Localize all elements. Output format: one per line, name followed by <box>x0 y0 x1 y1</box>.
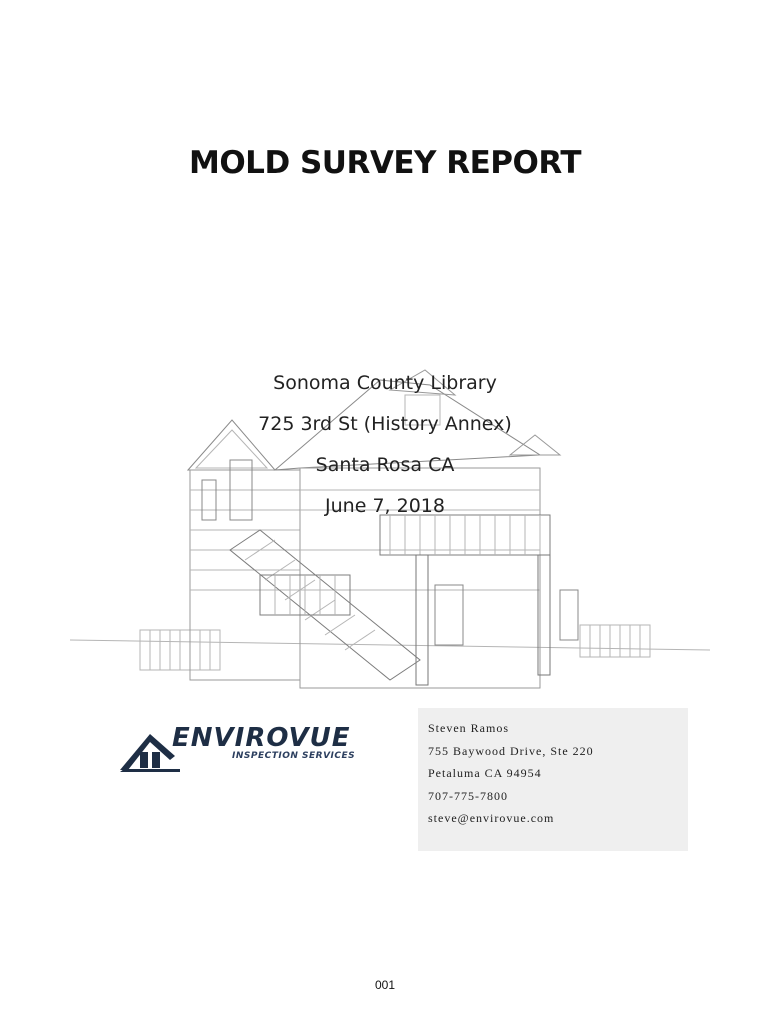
contact-info-box <box>418 708 688 851</box>
contact-city: Petaluma CA 94954 <box>428 766 542 780</box>
contact-name: Steven Ramos <box>428 721 509 735</box>
property-name: Sonoma County Library <box>273 372 497 394</box>
contact-phone: 707-775-7800 <box>428 788 508 803</box>
report-date: June 7, 2018 <box>325 495 445 517</box>
company-logo-name: ENVIROVUE <box>172 723 351 753</box>
contact-email: steve@envirovue.com <box>428 811 555 825</box>
property-address-block <box>0 370 770 534</box>
property-city: Santa Rosa CA <box>315 454 455 476</box>
property-street: 725 3rd St (History Annex) <box>258 413 512 435</box>
contact-street: 755 Baywood Drive, Ste 220 <box>428 743 594 758</box>
report-title: MOLD SURVEY REPORT <box>188 145 581 181</box>
company-logo-tagline: INSPECTION SERVICES <box>232 751 356 761</box>
page-number: 001 <box>374 978 396 992</box>
